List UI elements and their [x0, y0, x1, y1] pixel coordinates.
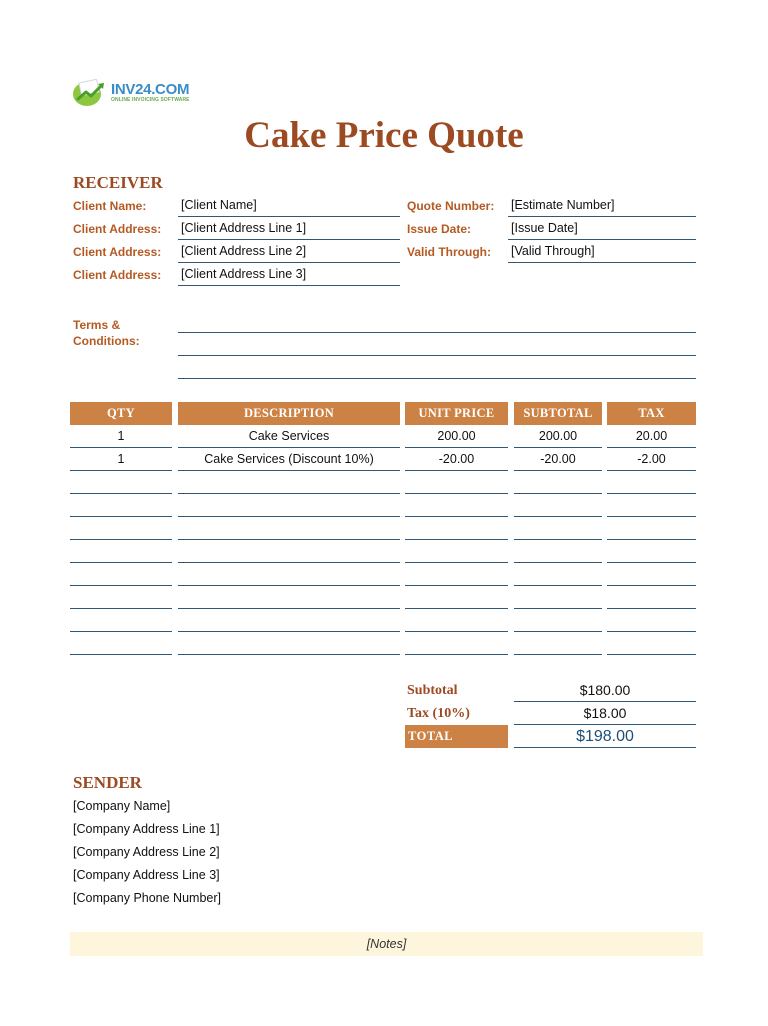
issue-date-label: Issue Date: [407, 222, 472, 236]
sender-phone[interactable]: [Company Phone Number] [73, 891, 221, 905]
cell-tax[interactable] [607, 609, 696, 632]
cell-tax[interactable] [607, 563, 696, 586]
col-header-qty: QTY [70, 402, 172, 425]
cell-subtotal[interactable] [514, 540, 602, 563]
cell-qty[interactable] [70, 471, 172, 494]
cell-qty[interactable] [70, 563, 172, 586]
cell-qty[interactable] [70, 540, 172, 563]
cell-tax[interactable] [607, 471, 696, 494]
client-address-label-3: Client Address: [73, 268, 162, 282]
cell-subtotal[interactable] [514, 609, 602, 632]
logo [72, 77, 190, 107]
cell-description[interactable]: Cake Services [178, 425, 400, 448]
subtotal-label: Subtotal [407, 683, 458, 698]
cell-description[interactable] [178, 563, 400, 586]
valid-through-field[interactable]: [Valid Through] [508, 240, 696, 263]
cell-unit-price[interactable] [405, 563, 508, 586]
client-name-field[interactable]: [Client Name] [178, 194, 400, 217]
sender-address-line3[interactable]: [Company Address Line 3] [73, 868, 220, 882]
cell-unit-price[interactable] [405, 471, 508, 494]
cell-unit-price[interactable] [405, 540, 508, 563]
cell-unit-price[interactable] [405, 517, 508, 540]
cell-tax[interactable]: -2.00 [607, 448, 696, 471]
client-address-label-1: Client Address: [73, 222, 162, 236]
cell-description[interactable] [178, 494, 400, 517]
cell-qty[interactable] [70, 632, 172, 655]
subtotal-value: $180.00 [514, 679, 696, 702]
terms-line-2[interactable] [178, 355, 696, 356]
cell-tax[interactable] [607, 517, 696, 540]
client-address-label-2: Client Address: [73, 245, 162, 259]
cell-tax[interactable] [607, 586, 696, 609]
cell-unit-price[interactable] [405, 494, 508, 517]
cell-tax[interactable] [607, 540, 696, 563]
logo-icon [72, 77, 108, 107]
client-address-line2-field[interactable]: [Client Address Line 2] [178, 240, 400, 263]
cell-description[interactable] [178, 632, 400, 655]
receiver-heading: RECEIVER [73, 173, 163, 192]
client-address-line3-field[interactable]: [Client Address Line 3] [178, 263, 400, 286]
cell-subtotal[interactable] [514, 471, 602, 494]
terms-line-1[interactable] [178, 332, 696, 333]
quote-number-field[interactable]: [Estimate Number] [508, 194, 696, 217]
terms-label-line2: Conditions: [73, 334, 140, 348]
cell-subtotal[interactable]: 200.00 [514, 425, 602, 448]
cell-description[interactable]: Cake Services (Discount 10%) [178, 448, 400, 471]
cell-subtotal[interactable] [514, 517, 602, 540]
col-header-unit-price: UNIT PRICE [405, 402, 508, 425]
issue-date-field[interactable]: [Issue Date] [508, 217, 696, 240]
cell-qty[interactable] [70, 586, 172, 609]
logo-tagline: ONLINE INVOICING SOFTWARE [111, 96, 190, 103]
cell-description[interactable] [178, 517, 400, 540]
cell-tax[interactable]: 20.00 [607, 425, 696, 448]
tax-value: $18.00 [514, 702, 696, 725]
cell-description[interactable] [178, 609, 400, 632]
col-header-tax: TAX [607, 402, 696, 425]
cell-description[interactable] [178, 586, 400, 609]
sender-company-name[interactable]: [Company Name] [73, 799, 171, 813]
cell-qty[interactable]: 1 [70, 448, 172, 471]
col-header-subtotal: SUBTOTAL [514, 402, 602, 425]
tax-label: Tax (10%) [407, 706, 470, 721]
terms-line-3[interactable] [178, 378, 696, 379]
cell-unit-price[interactable] [405, 586, 508, 609]
cell-subtotal[interactable] [514, 563, 602, 586]
notes-field[interactable]: [Notes] [70, 932, 703, 956]
quote-number-label: Quote Number: [407, 199, 495, 213]
cell-unit-price[interactable] [405, 609, 508, 632]
sender-heading: SENDER [73, 773, 142, 792]
cell-tax[interactable] [607, 632, 696, 655]
sender-address-line2[interactable]: [Company Address Line 2] [73, 845, 220, 859]
cell-qty[interactable] [70, 494, 172, 517]
cell-description[interactable] [178, 540, 400, 563]
cell-subtotal[interactable] [514, 632, 602, 655]
client-name-label: Client Name: [73, 199, 147, 213]
cell-unit-price[interactable]: 200.00 [405, 425, 508, 448]
cell-subtotal[interactable] [514, 586, 602, 609]
valid-through-label: Valid Through: [407, 245, 491, 259]
logo-name: INV24.COM [111, 80, 190, 98]
cell-qty[interactable] [70, 609, 172, 632]
client-address-line1-field[interactable]: [Client Address Line 1] [178, 217, 400, 240]
col-header-description: DESCRIPTION [178, 402, 400, 425]
cell-subtotal[interactable]: -20.00 [514, 448, 602, 471]
cell-unit-price[interactable] [405, 632, 508, 655]
cell-qty[interactable]: 1 [70, 425, 172, 448]
cell-description[interactable] [178, 471, 400, 494]
cell-unit-price[interactable]: -20.00 [405, 448, 508, 471]
page-title: Cake Price Quote [244, 115, 524, 156]
total-value: $198.00 [514, 725, 696, 748]
terms-label-line1: Terms & [73, 318, 121, 332]
sender-address-line1[interactable]: [Company Address Line 1] [73, 822, 220, 836]
cell-subtotal[interactable] [514, 494, 602, 517]
total-label: TOTAL [405, 725, 508, 748]
cell-qty[interactable] [70, 517, 172, 540]
cell-tax[interactable] [607, 494, 696, 517]
